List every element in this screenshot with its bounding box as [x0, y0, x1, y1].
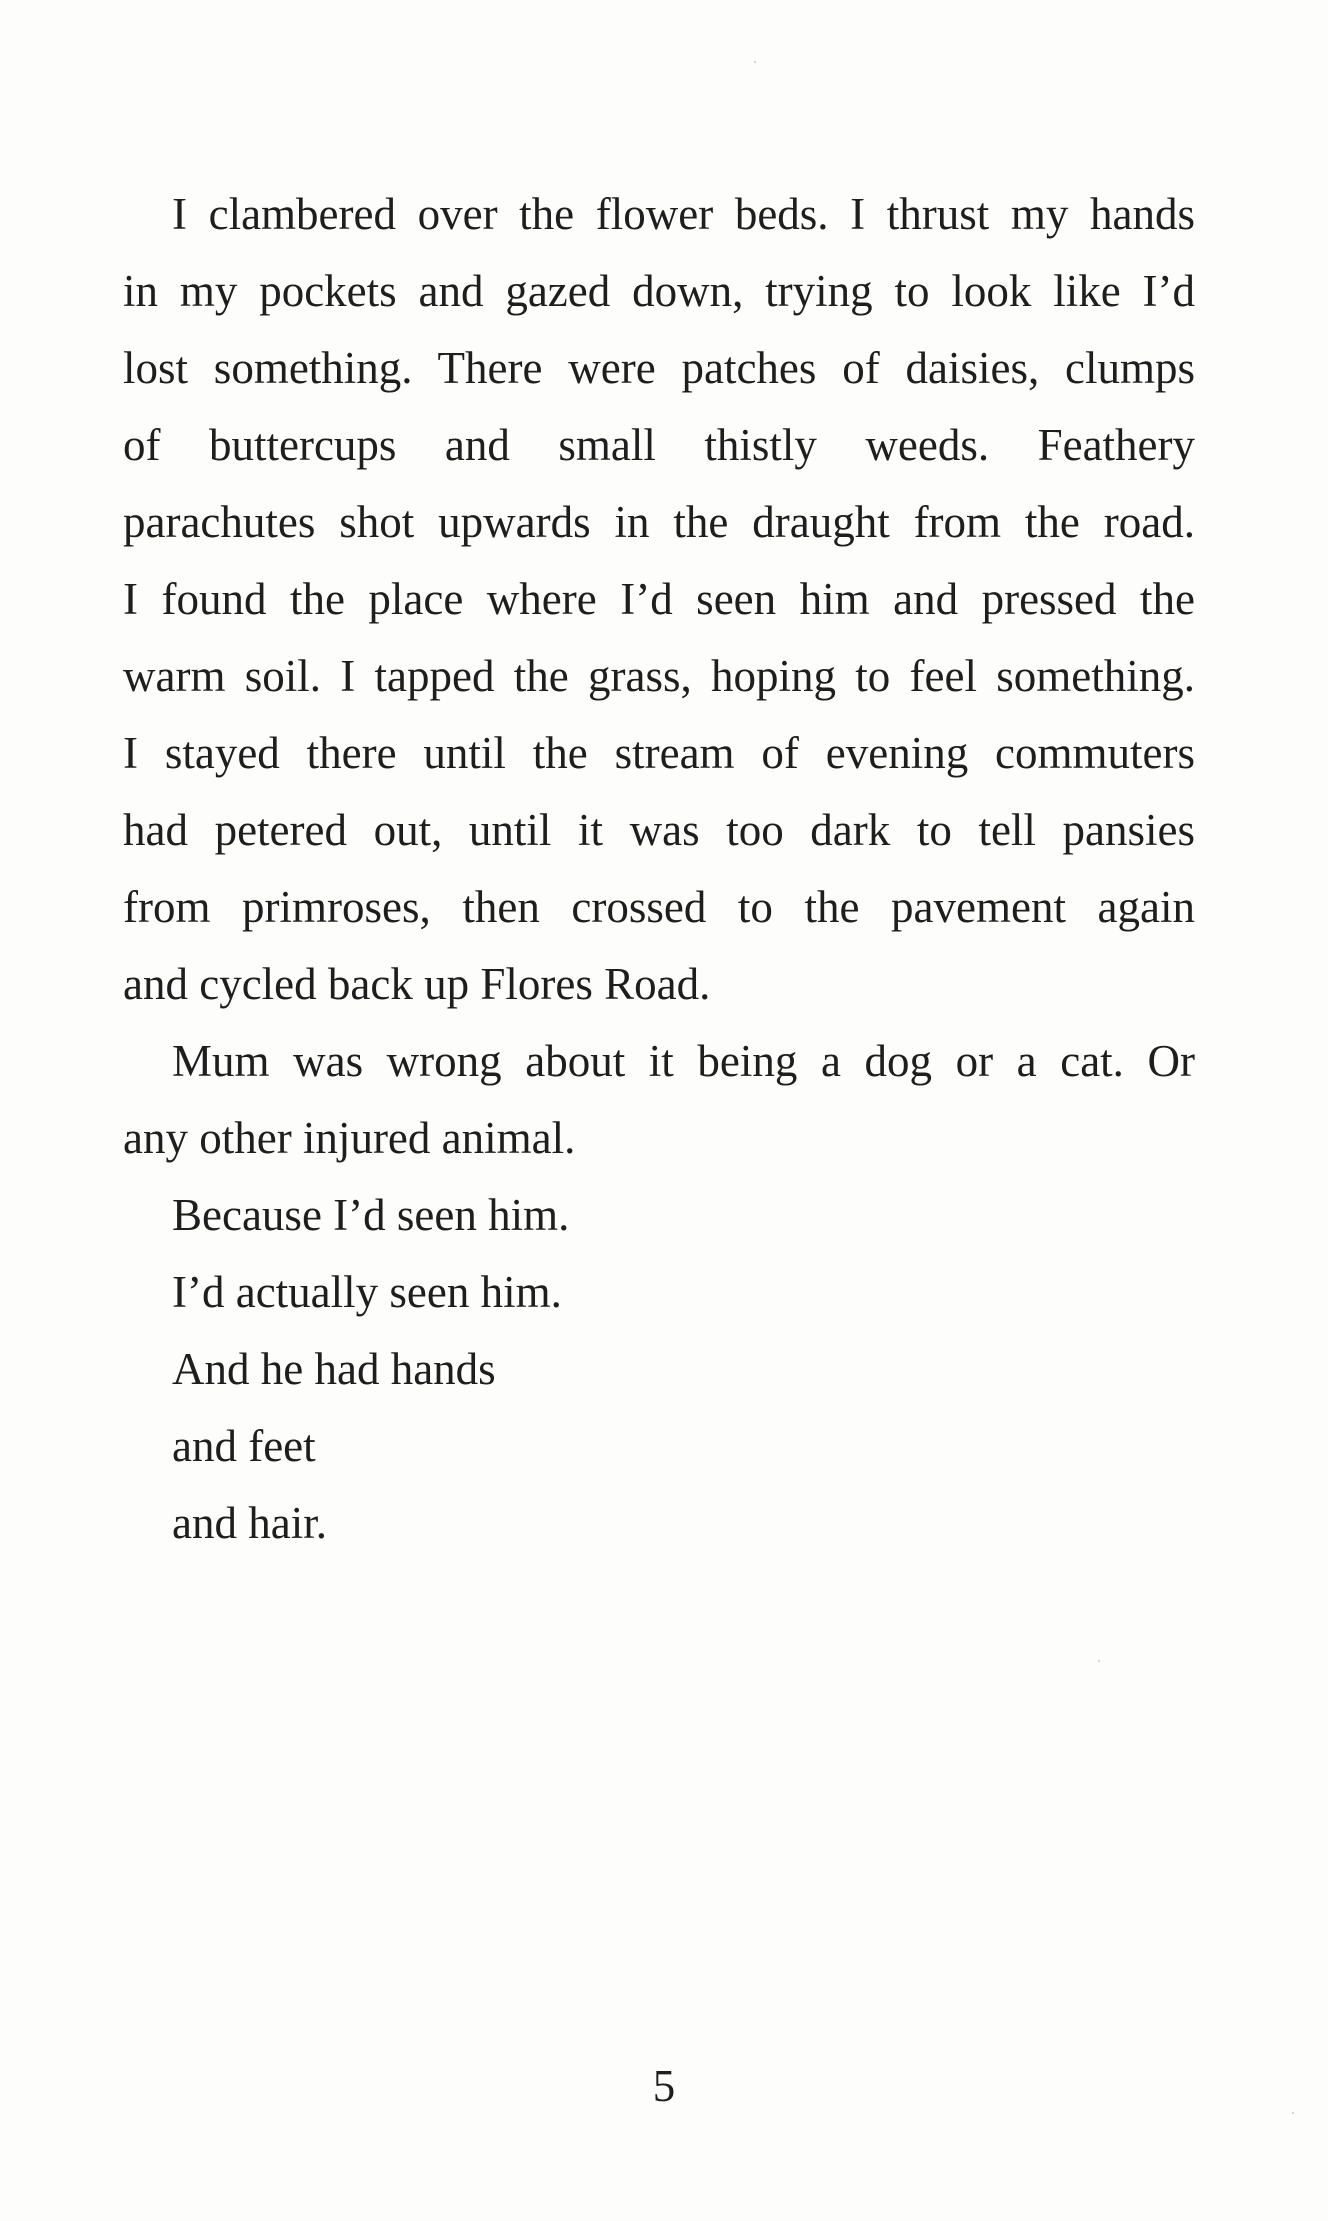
text-line: from primroses, then crossed to the pavement again	[123, 882, 1195, 932]
short-line: Because I’d seen him.	[172, 1190, 570, 1240]
text-line: Mum was wrong about it being a dog or a cat. Or	[172, 1036, 1195, 1086]
paper-speck	[1292, 2112, 1294, 2114]
text-line: parachutes shot upwards in the draught from the road.	[123, 497, 1195, 547]
text-line: had petered out, until it was too dark to tell pansies	[123, 805, 1195, 855]
short-line: And he had hands	[172, 1344, 496, 1394]
text-line: and cycled back up Flores Road.	[123, 959, 711, 1009]
text-line: in my pockets and gazed down, trying to look like I’d	[123, 266, 1195, 316]
paragraph-1	[123, 176, 1195, 1023]
text-line: any other injured animal.	[123, 1113, 576, 1163]
text-line: I stayed there until the stream of evening commuters	[123, 728, 1195, 778]
paper-speck	[1098, 1660, 1100, 1662]
short-line: and hair.	[172, 1498, 327, 1548]
text-line: warm soil. I tapped the grass, hoping to feel something.	[123, 651, 1195, 701]
paper-speck	[754, 61, 756, 63]
body-text	[123, 176, 1195, 1562]
text-line: of buttercups and small thistly weeds. Feathery	[123, 420, 1195, 470]
text-line: lost something. There were patches of daisies, clumps	[123, 343, 1195, 393]
text-line: I found the place where I’d seen him and pressed the	[123, 574, 1195, 624]
paragraph-2	[123, 1023, 1195, 1177]
short-line: I’d actually seen him.	[172, 1267, 562, 1317]
short-line: and feet	[172, 1421, 316, 1471]
page-number: 5	[652, 2061, 676, 2111]
short-lines	[123, 1177, 1195, 1562]
text-line: I clambered over the flower beds. I thrust my hands	[172, 189, 1195, 239]
